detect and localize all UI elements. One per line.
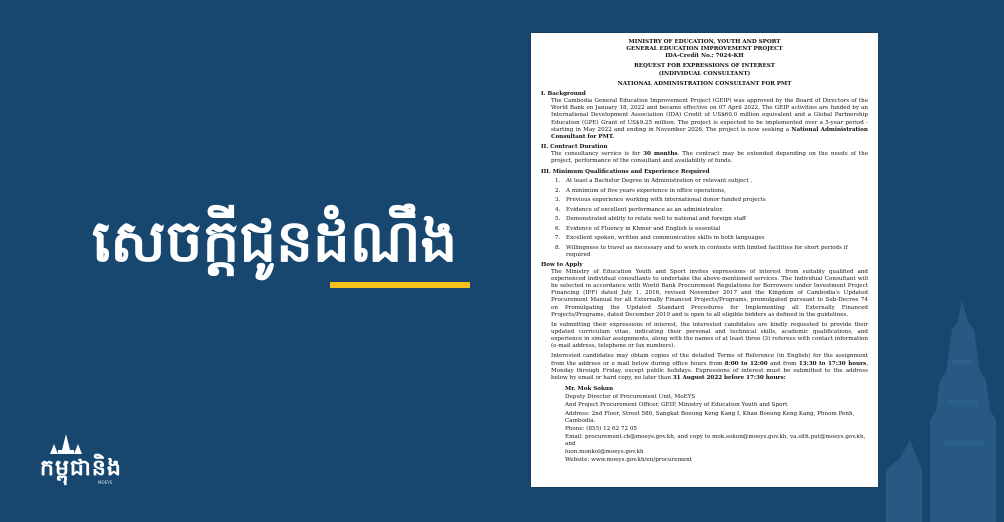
doc-header-line: REQUEST FOR EXPRESSIONS OF INTEREST (634, 63, 775, 70)
contact-line: Phone: (855) 12 62 72 05 (565, 425, 637, 432)
list-number: 2. (555, 187, 561, 194)
apply-text: , Monday through Friday, except public holidays. Expressions of interest must be submitted to the address below by email or hard copy, no later than (551, 360, 868, 381)
apply-text: Interested candidates may obtain copies of the detailed Terms of Reference (in English) for the assignment from the address or e mail below during office hours from (551, 353, 868, 367)
doc-header-line: GENERAL EDUCATION IMPROVEMENT PROJECT (626, 46, 783, 53)
logo-subtext: MOEYS (98, 480, 113, 485)
background-text: The Cambodia General Education Improvement Project (GEIP) was approved by the Board of Directors of the World Bank on January 18, 2022 and became effective on 07 April 2022. The GEIP activities are funded by an International Development Association (IDA) Credit of US$60.0 million equivalent and a Global Partnership Education (GPE) Grant of US$9.25 million. The project is expected to be implemented over a 5-year period - starting in May 2022 and ending in November 2026. The project is now seeking a (551, 98, 868, 133)
list-item-text: Willingness to travel as necessary and to work in contexts with limited facilities for short periods if required (566, 244, 848, 259)
apply-paragraph-2: In submitting their expressions of interest, the interested candidates are kindly requested to provide their updated curriculum vitae, indicating their personal and technical skills, academic qualifications, and experience in similar assignments, along with the names of at least three (3) referees with contact information (e-mail address, telephone or fax numbers). (551, 321, 868, 350)
list-item-text: At least a Bachelor Degree in Administration or relevant subject , (566, 178, 753, 185)
section-title-contract: II. Contract Duration (541, 144, 608, 151)
list-item-text: Excellent spoken, written and communicative skills in both languages (566, 235, 765, 242)
contact-line: Address: 2nd Floor, Street 580, Sangkat Boeung Keng Kang I, Khan Boeung Keng Kang, Phnom Penh, Cambodia. (565, 410, 855, 424)
section-title-qualifications: III. Minimum Qualifications and Experience Required (541, 168, 710, 175)
announcement-headline: សេចក្តីជូនដំណឹង (92, 207, 458, 275)
list-item (541, 216, 868, 223)
logo-text: កម្ពុជានិង (40, 456, 122, 481)
contact-line: Email: procurement.cb@moeys.gov.kh, and copy to mok.sokun@moeys.gov.kh, va.sith.put@moeys.gov.kh, and (565, 434, 866, 448)
contact-block (541, 386, 868, 465)
doc-header-line: NATIONAL ADMINISTRATION CONSULTANT FOR PMT (617, 80, 792, 87)
contract-text: . The contract may be extended depending on the needs of the project, performance of the consultant and availability of funds. (551, 151, 869, 165)
list-number: 6. (555, 225, 561, 232)
contact-name: Mr. Mok Sokun (565, 386, 614, 393)
office-hours-afternoon: 13:30 to 17:30 hours (798, 360, 867, 367)
deadline: 31 August 2022 before 17:30 hours: (672, 374, 786, 381)
list-item (541, 188, 868, 195)
office-hours-morning: 8:00 to 12:00 (724, 360, 768, 367)
list-item-text: Demonstrated ability to relate well to national and foreign staff (566, 216, 747, 223)
list-item-text: Evidence of Fluency in Khmer and English is essential (566, 225, 721, 232)
list-item (541, 207, 868, 214)
apply-paragraph-1: The Ministry of Education Youth and Sport invites expressions of interest from suitably qualified and experienced individual consultants to undertake the above-mentioned services. The Individual Consultant will be selected in accordance with World Bank Procurement Regulations for Borrowers under Investment Project Financing (IPF) dated July 1, 2016, revised November 2017 and the Kingdom of Cambodia's Updated Procurement Manual for all Externally Financed Projects/Programs, promulgated pursuant to Sub-Decree 74 on Promulgating the Updated Standard Procedures for Implementing all Externally Financed Projects/Programs, dated December 2019 and is open to all eligible bidders as defined in the guidelines. (551, 268, 868, 318)
contact-line: luon.monkol@moeys.gov.kh (565, 449, 644, 456)
doc-header (541, 39, 868, 88)
list-item (541, 178, 868, 185)
list-number: 4. (555, 206, 561, 213)
list-number: 8. (555, 244, 561, 251)
doc-header-line: MINISTRY OF EDUCATION, YOUTH AND SPORT (628, 39, 781, 45)
list-number: 1. (555, 178, 561, 185)
section-title-background: I. Background (541, 90, 586, 97)
list-item-text: Previous experience working with international donor funded projects (566, 197, 766, 204)
list-number: 3. (555, 197, 561, 204)
apply-text: and from (767, 360, 799, 367)
list-item (541, 235, 868, 242)
qualification-list (541, 178, 868, 259)
list-item (541, 226, 868, 233)
contact-line: And Project Procurement Officer, GEIP, Ministry of Education Youth and Sport (565, 402, 788, 409)
brand-logo (36, 428, 154, 486)
list-item-text: A minimum of five years experience in office operations, (566, 187, 727, 194)
list-number: 5. (555, 216, 561, 223)
contract-text: The consultancy service is for (551, 151, 644, 158)
headline-underline (330, 282, 470, 288)
background-bold-text: National Administration Consultant for PMT. (551, 126, 868, 140)
list-item (541, 245, 868, 259)
document-page (531, 33, 878, 487)
doc-header-line: IDA-Credit No.: 7024-KH (665, 53, 744, 60)
list-number: 7. (555, 235, 561, 242)
background-paragraph (541, 98, 868, 141)
contact-line: Deputy Director of Procurement Unit, MoEYS (565, 394, 696, 401)
contract-duration: 30 months (643, 151, 678, 158)
doc-header-line: (INDIVIDUAL CONSULTANT) (658, 70, 751, 77)
list-item (541, 197, 868, 204)
section-title-apply: How to Apply (541, 261, 583, 268)
list-item-text: Evidence of excellent performance as an administrator, (566, 206, 724, 213)
contact-line: Website: www.moeys.gov.kh/en/procurement (565, 457, 693, 464)
contract-paragraph (541, 151, 868, 165)
apply-paragraph-3 (541, 353, 868, 382)
